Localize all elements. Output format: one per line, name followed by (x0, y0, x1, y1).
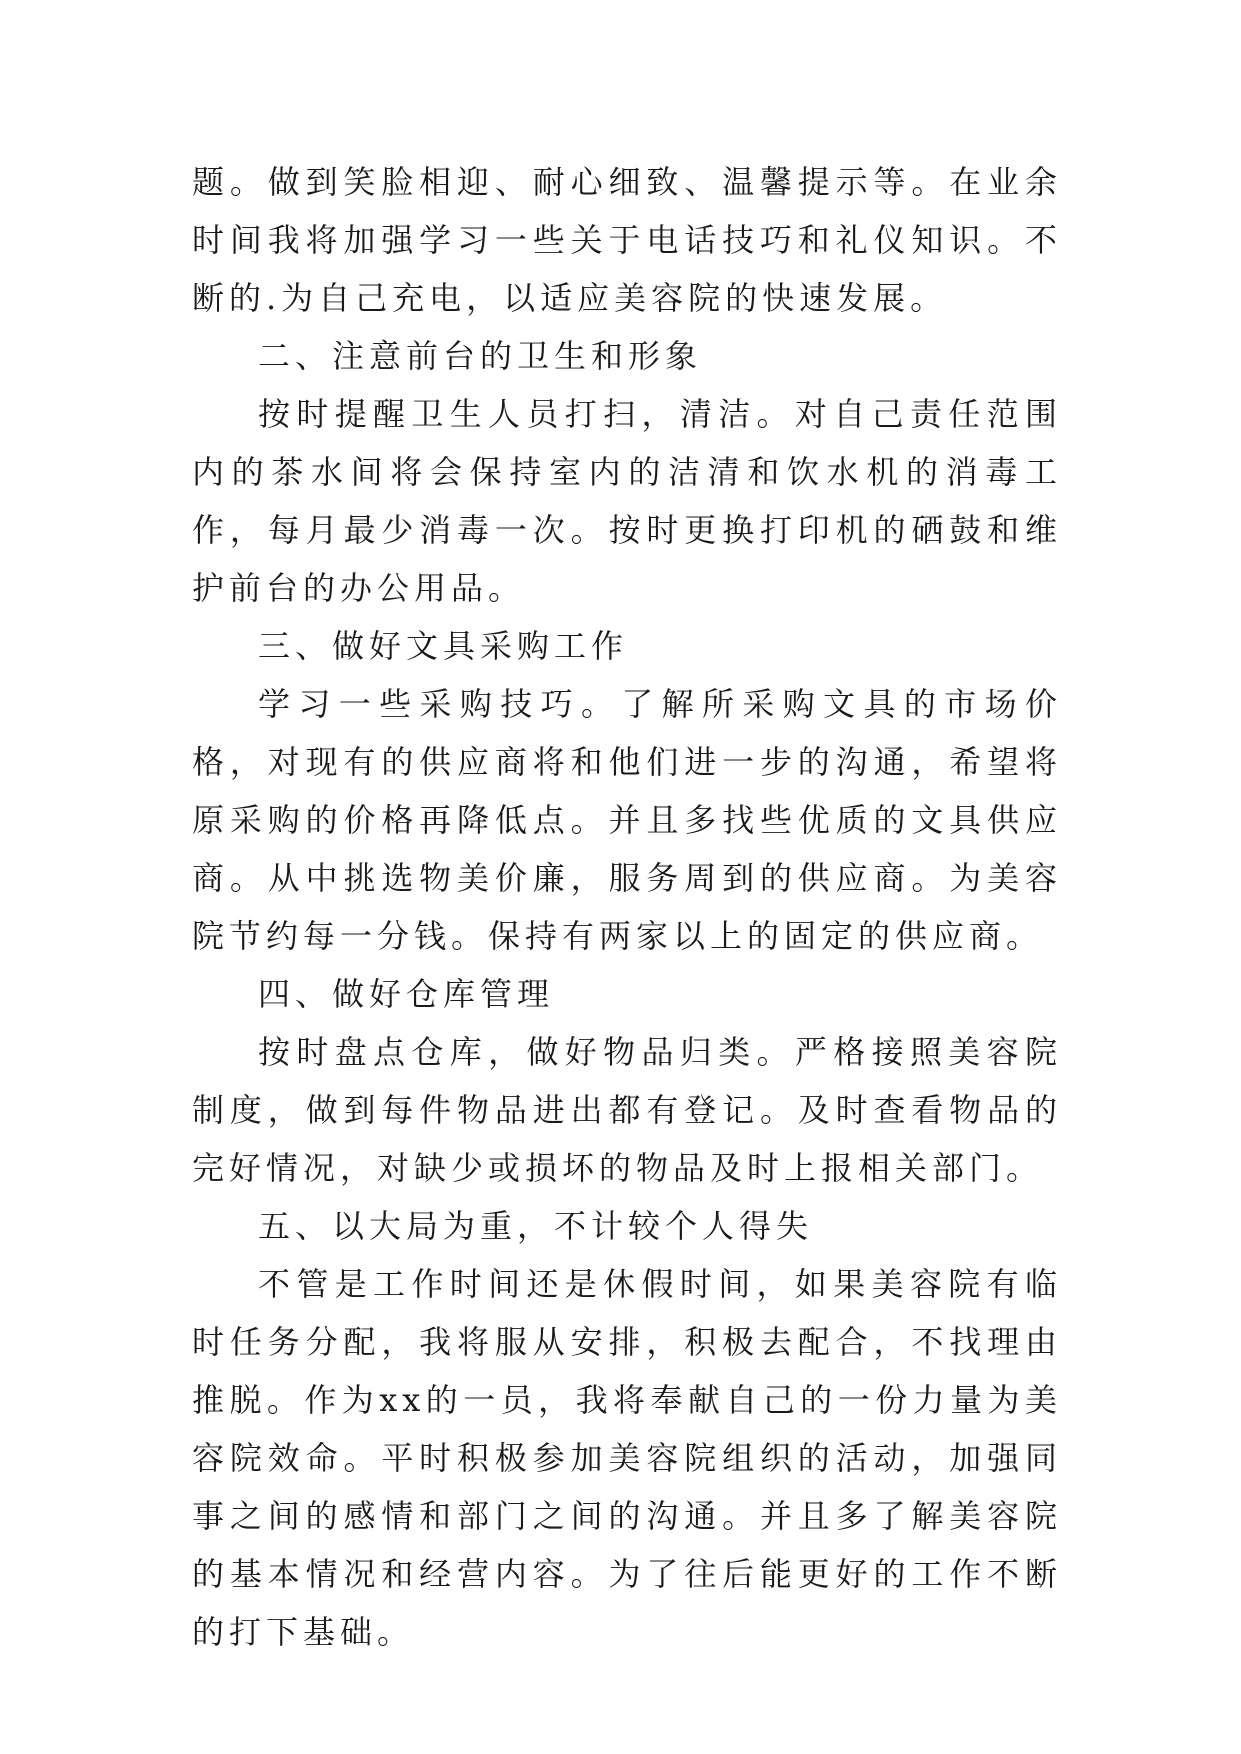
paragraph-warehouse: 按时盘点仓库，做好物品归类。严格接照美容院制度，做到每件物品进出都有登记。及时查看物品的完好情况，对缺少或损坏的物品及时上报相关部门。 (192, 1033, 1062, 1187)
paragraph-teamwork: 不管是工作时间还是休假时间，如果美容院有临时任务分配，我将服从安排，积极去配合，不找理由推脱。作为xx的一员，我将奉献自己的一份力量为美容院效命。平时积极参加美容院组织的活动，加强同事之间的感情和部门之间的沟通。并且多了解美容院的基本情况和经营内容。为了往后能更好的工作不断的打下基础。 (192, 1265, 1062, 1651)
paragraph-continuation: 题。做到笑脸相迎、耐心细致、温馨提示等。在业余时间我将加强学习一些关于电话技巧和礼仪知识。不断的.为自己充电，以适应美容院的快速发展。 (192, 163, 1062, 317)
section-heading-3: 三、做好文具采购工作 (258, 627, 629, 665)
document-body (192, 153, 1062, 1661)
section-heading-4: 四、做好仓库管理 (258, 975, 555, 1013)
section-heading-2: 二、注意前台的卫生和形象 (258, 337, 703, 375)
section-heading-5: 五、以大局为重，不计较个人得失 (258, 1207, 814, 1245)
paragraph-purchasing: 学习一些采购技巧。了解所采购文具的市场价格，对现有的供应商将和他们进一步的沟通，希望将原采购的价格再降低点。并且多找些优质的文具供应商。从中挑选物美价廉，服务周到的供应商。为美容院节约每一分钱。保持有两家以上的固定的供应商。 (192, 685, 1062, 955)
paragraph-hygiene: 按时提醒卫生人员打扫，清洁。对自己责任范围内的茶水间将会保持室内的洁清和饮水机的消毒工作，每月最少消毒一次。按时更换打印机的硒鼓和维护前台的办公用品。 (192, 395, 1062, 607)
